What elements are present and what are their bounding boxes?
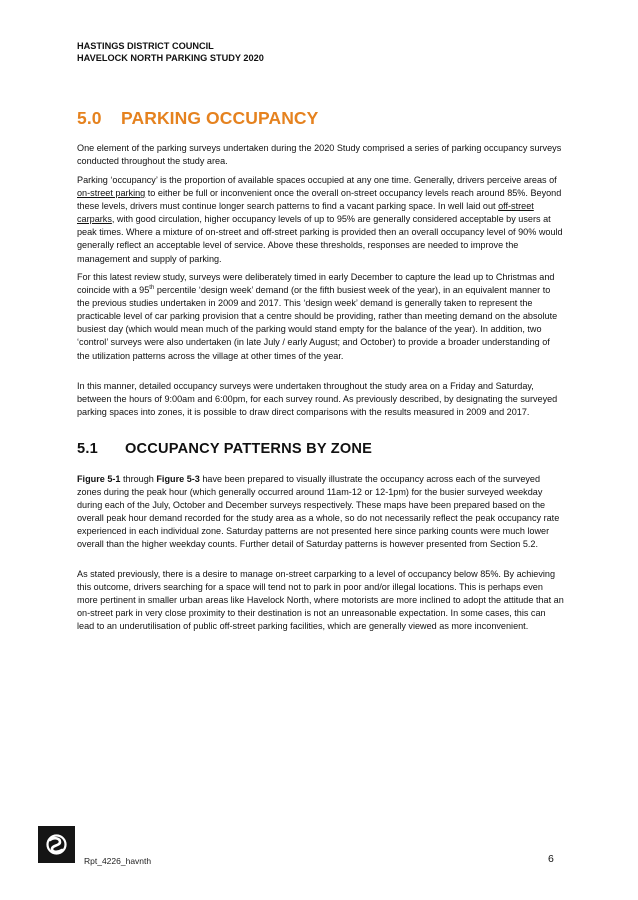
page-number: 6 [548,853,554,865]
off-street-carparks-link[interactable]: off-street carparks [77,201,534,225]
section-title: PARKING OCCUPANCY [121,108,319,128]
section-paragraph-3 [77,271,564,363]
paragraph-text: have been prepared to visually illustrate the occupancy across each of the surveyed zones during the peak hour (which generally occurred around 11am-12 or 12-1pm) for the busier surveyed weekday during each of the July, October and December surveys respectively. These maps have been prepared based on the overall peak hour demand recorded for the study area as a whole, so do not necessarily reflect the peak occupancy rate experienced in each individual zone. Saturday patterns are not presented here since parking counts were much lower overall than the higher weekday counts. Further detail of Saturday patterns is however presented from Section 5.2. [77,474,560,550]
subsection-number: 5.1 [77,441,98,457]
subsection-title: OCCUPANCY PATTERNS BY ZONE [125,441,373,457]
subsection-paragraph-1 [77,473,564,552]
header-study-title: HAVELOCK NORTH PARKING STUDY 2020 [77,53,264,63]
paragraph-text: percentile ‘design week’ demand (or the fifth busiest week of the year), in an equivalent manner to the previous studies undertaken in 2009 and 2017. This ‘design week’ demand is generally taken to represent the practicable level of car parking provision that a centre should be providing, rather than meeting demand on the absolute busiest day (which would mean much of the parking would stand empty for the balance of the year). In addition, two ‘control’ surveys were also undertaken (in late July / early August; and October) to provide a broader understanding of the utilization patterns across the village at other times of the year. [77,285,558,361]
subsection-heading [77,441,372,457]
ordinal-superscript: th [149,285,155,292]
paragraph-text: , with good circulation, higher occupancy levels of up to 95% are generally considered acceptable by users at peak times. Where a mixture of on-street and off-street parking is provided then an overall occupancy level of 90% would generally reflect an acceptable level of service. Above these thresholds, responses are needed to improve the management and supply of parking. [77,214,563,264]
header-organization: HASTINGS DISTRICT COUNCIL [77,41,214,51]
document-header [77,40,264,64]
figure-5-1-reference[interactable]: Figure 5-1 [77,474,121,484]
paragraph-text: Parking ‘occupancy’ is the proportion of available spaces occupied at any one time. Generally, drivers perceive areas of [77,175,557,185]
company-logo-icon [38,826,75,863]
report-reference: Rpt_4226_havnth [84,856,152,866]
subsection-paragraph-2: As stated previously, there is a desire to manage on-street carparking to a level of occupancy below 85%. By achieving this outcome, drivers searching for a space will tend not to park in poor and/or illegal locations. This is perhaps even more pertinent in smaller urban areas like Havelock North, where motorists are more inclined to adopt the attitude that an on-street park in very close proximity to their destination is not an unreasonable expectation. In some cases, this can lead to an underutilisation of public off-street parking facilities, which are generally viewed as more inconvenient. [77,569,564,632]
section-paragraph-4: In this manner, detailed occupancy surveys were undertaken throughout the study area on a Friday and Saturday, between the hours of 9:00am and 6:00pm, for each survey round. As previously described, by designating the surveyed parking spaces into zones, it is possible to draw direct comparisons with the results measured in 2009 and 2017. [77,381,558,418]
on-street-parking-link[interactable]: on-street parking [77,188,146,199]
paragraph-text: For this latest review study, surveys were deliberately timed in early December to capture the lead up to Christmas and coincide with a 95 [77,272,555,296]
section-paragraph-2 [77,174,564,266]
section-paragraph-1: One element of the parking surveys undertaken during the 2020 Study comprised a series of parking occupancy surveys conducted throughout the study area. [77,143,562,167]
paragraph-text: to either be full or inconvenient once the overall on-street occupancy levels reach around 85%. Beyond these levels, drivers must continue longer search patterns to find a vacant parking space. In well laid out [77,188,562,212]
figure-5-3-reference[interactable]: Figure 5-3 [156,474,200,484]
section-number: 5.0 [77,108,102,128]
paragraph-text: through [120,474,157,484]
section-heading [77,108,318,129]
